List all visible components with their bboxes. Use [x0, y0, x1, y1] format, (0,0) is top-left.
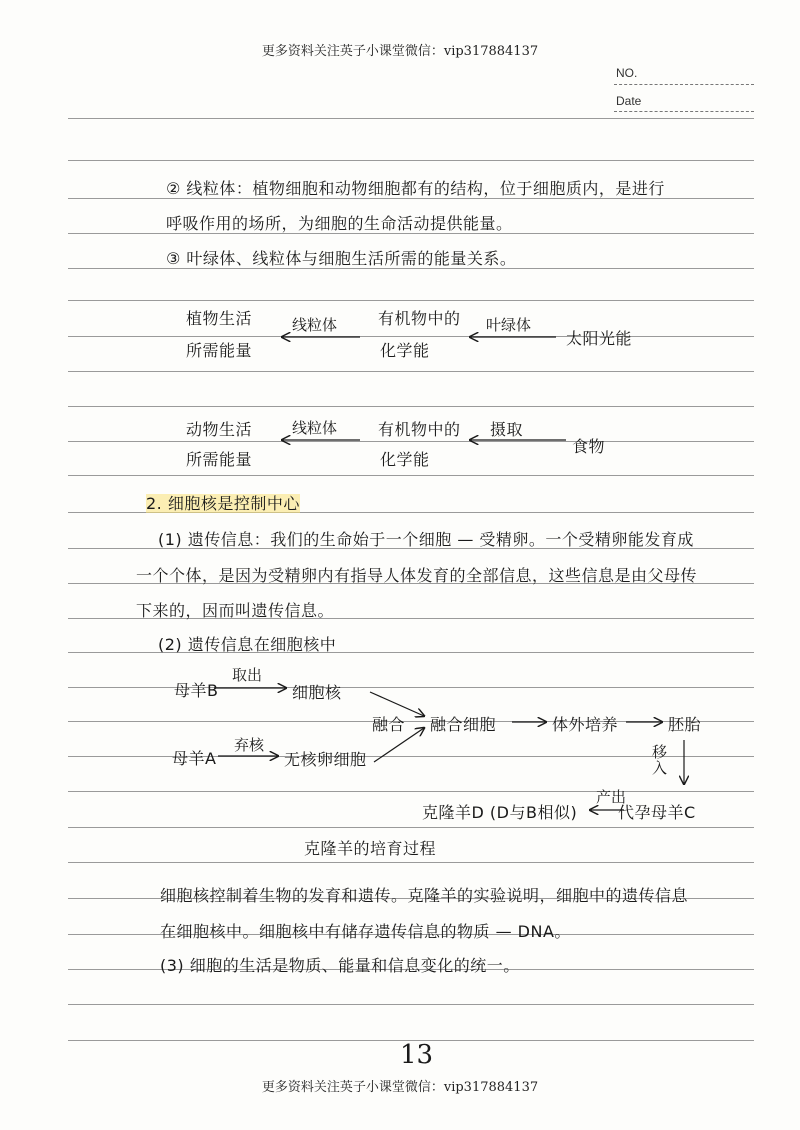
- animal-need-line2: 所需能量: [186, 450, 253, 469]
- in-vitro-culture: 体外培养: [552, 715, 619, 734]
- plant-arrow1-label: 线粒体: [292, 316, 338, 334]
- mito-line-2: 呼吸作用的场所，为细胞的生命活动提供能量。: [166, 214, 513, 233]
- embryo: 胚胎: [668, 715, 702, 734]
- sheep-a: 母羊A: [172, 749, 217, 768]
- in-nucleus-heading: (2) 遗传信息在细胞核中: [158, 635, 337, 654]
- food: 食物: [572, 437, 606, 456]
- animal-chem-line1: 有机物中的: [378, 420, 461, 439]
- date-label: Date: [616, 94, 642, 108]
- animal-chem-line2: 化学能: [380, 450, 430, 469]
- animal-arrow1-label: 线粒体: [292, 419, 338, 437]
- enucleated-egg: 无核卵细胞: [284, 750, 367, 769]
- plant-arrow2-label: 叶绿体: [486, 316, 532, 334]
- clone-arrow-egg: [374, 728, 424, 762]
- fused-cell: 融合细胞: [430, 715, 497, 734]
- page-number: 13: [400, 1040, 434, 1070]
- take-out-label: 取出: [232, 666, 263, 684]
- section2-title-text: 2. 细胞核是控制中心: [146, 494, 300, 513]
- conclusion-line-1: 细胞核控制着生物的发育和遗传。克隆羊的实验说明，细胞中的遗传信息: [160, 886, 689, 905]
- point-3: (3) 细胞的生活是物质、能量和信息变化的统一。: [160, 956, 520, 975]
- clone-sheep-d: 克隆羊D (D与B相似): [422, 803, 578, 822]
- nucleus: 细胞核: [292, 683, 342, 702]
- clone-arrow-nucleus: [370, 692, 424, 716]
- fusion-label: 融合: [372, 715, 406, 734]
- genetic-line-2: 一个个体，是因为受精卵内有指导人体发育的全部信息，这些信息是由父母传: [136, 566, 698, 585]
- genetic-line-3: 下来的，因而叫遗传信息。: [136, 601, 335, 620]
- plant-need-line2: 所需能量: [186, 341, 253, 360]
- birth-label: 产出: [596, 788, 627, 806]
- sheep-b: 母羊B: [174, 681, 219, 700]
- mito-line-1: ② 线粒体：植物细胞和动物细胞都有的结构，位于细胞质内，是进行: [166, 179, 665, 198]
- energy-relation-heading: ③ 叶绿体、线粒体与细胞生活所需的能量关系。: [166, 249, 517, 268]
- watermark-bottom: 更多资料关注英子小课堂微信：vip317884137: [261, 1080, 539, 1095]
- genetic-line-1: (1) 遗传信息：我们的生命始于一个细胞 — 受精卵。一个受精卵能发育成: [158, 530, 694, 549]
- no-label: NO.: [616, 66, 638, 80]
- watermark-top: 更多资料关注英子小课堂微信：vip317884137: [261, 44, 539, 59]
- plant-chem-line1: 有机物中的: [378, 309, 461, 328]
- conclusion-line-2: 在细胞核中。细胞核中有储存遗传信息的物质 — DNA。: [160, 922, 571, 941]
- plant-need-line1: 植物生活: [186, 309, 253, 328]
- clone-caption: 克隆羊的培育过程: [304, 839, 437, 858]
- animal-need-line1: 动物生活: [186, 420, 253, 439]
- animal-arrow2-label: 摄取: [490, 420, 524, 439]
- remove-nucleus-label: 弃核: [234, 736, 265, 754]
- implant-label: 移入: [652, 743, 668, 777]
- surrogate-sheep-c: 代孕母羊C: [618, 803, 696, 822]
- plant-chem-line2: 化学能: [380, 341, 430, 360]
- sunlight-energy: 太阳光能: [566, 329, 633, 348]
